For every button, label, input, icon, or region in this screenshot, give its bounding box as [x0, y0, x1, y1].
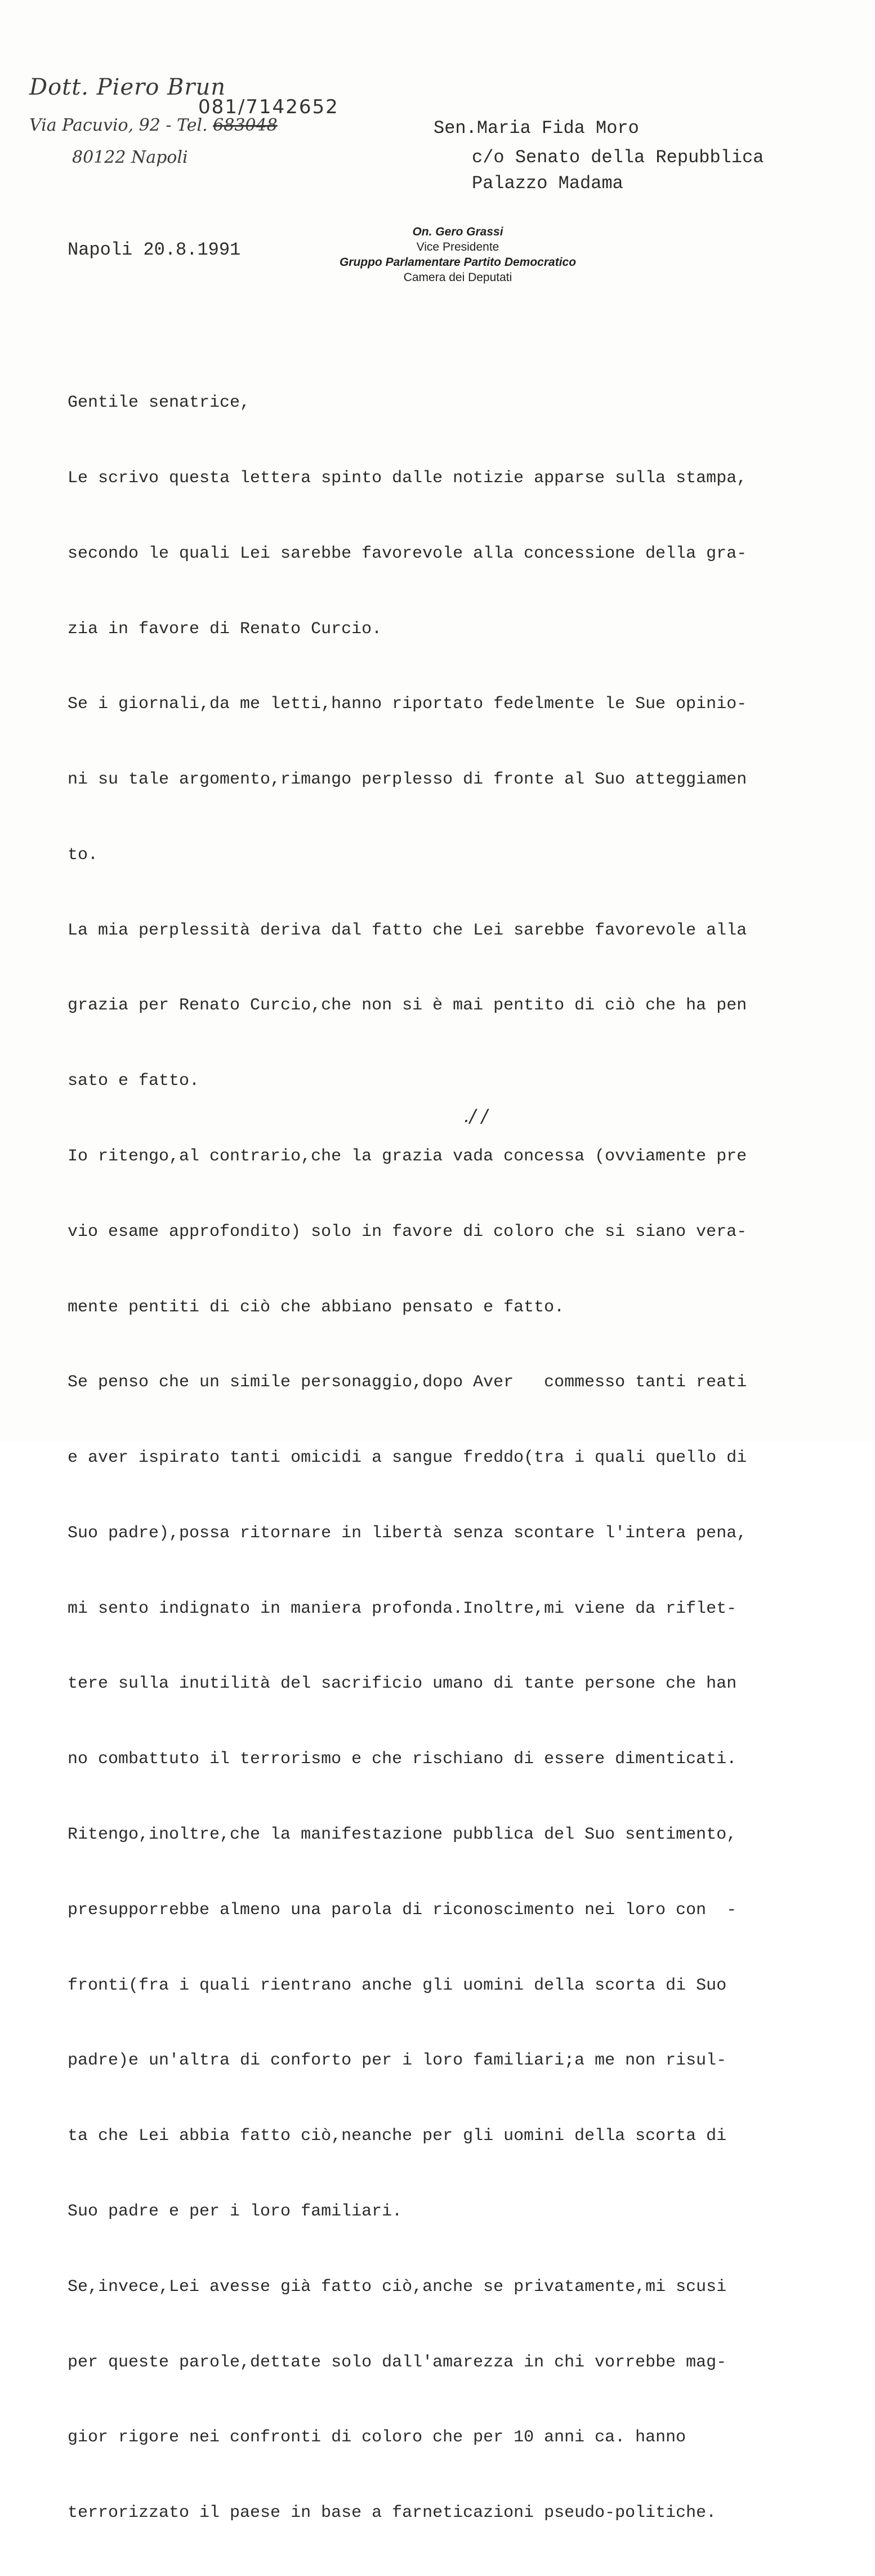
body-line: secondo le quali Lei sarebbe favorevole alla concessione della gra- [68, 544, 747, 563]
letterhead-old-phone: 683048 [213, 115, 278, 135]
letter-body [68, 340, 800, 2576]
body-line: fronti(fra i quali rientrano anche gli uomini della scorta di Suo [68, 1976, 727, 1995]
letterhead-name: Dott. Piero Brun [29, 74, 226, 100]
continuation-mark: ./ / [464, 1105, 488, 1127]
recipient-institution: c/o Senato della Repubblica [472, 147, 764, 168]
body-line: gior rigore nei confronti di coloro che per 10 anni ca. hanno [68, 2428, 686, 2448]
body-line: ni su tale argomento,rimango perplesso di fronte al Suo atteggiamen [68, 770, 747, 790]
body-line: Se penso che un simile personaggio,dopo Aver commesso tanti reati [68, 1373, 747, 1392]
body-line: e aver ispirato tanti omicidi a sangue freddo(tra i quali quello di [68, 1448, 747, 1468]
body-line: La mia perplessità deriva dal fatto che Lei sarebbe favorevole alla [68, 920, 747, 940]
body-line: Se,invece,Lei avesse già fatto ciò,anche se privatamente,mi scusi [68, 2277, 727, 2297]
body-line: Suo padre e per i loro familiari. [68, 2201, 403, 2221]
letter-date: Napoli 20.8.1991 [68, 239, 241, 260]
body-line: Io ritengo,al contrario,che la grazia vada concessa (ovviamente pre [68, 1147, 747, 1166]
body-line: mi sento indignato in maniera profonda.Inoltre,mi viene da riflet- [68, 1599, 737, 1618]
recipient-name: Sen.Maria Fida Moro [434, 118, 639, 139]
body-line: no combattuto il terrorismo e che rischiano di essere dimenticati. [68, 1750, 737, 1769]
body-line: Gentile senatrice, [68, 393, 251, 413]
deputy-stamp [331, 224, 584, 285]
body-line: terrorizzato il paese in base a farneticazioni pseudo-politiche. [68, 2503, 717, 2523]
recipient-building: Palazzo Madama [472, 173, 623, 194]
body-line: tere sulla inutilità del sacrificio umano di tante persone che han [68, 1674, 737, 1694]
body-line: padre)e un'altra di conforto per i loro familiari;a me non risul- [68, 2051, 727, 2071]
body-line: Ritengo,inoltre,che la manifestazione pubblica del Suo sentimento, [68, 1825, 737, 1845]
stamp-group: Gruppo Parlamentare Partito Democratico [339, 256, 577, 269]
body-line: zia in favore di Renato Curcio. [68, 619, 382, 639]
body-line: Suo padre),possa ritornare in libertà senza scontare l'intera pena, [68, 1523, 747, 1543]
body-line: Le scrivo questa lettera spinto dalle notizie apparse sulla stampa, [68, 468, 747, 488]
stamp-role: Vice Presidente [416, 241, 499, 253]
stamp-name: On. Gero Grassi [412, 225, 503, 238]
stamp-chamber: Camera dei Deputati [403, 271, 512, 284]
body-line: presupporrebbe almeno una parola di riconoscimento nei loro con - [68, 1900, 737, 1920]
body-line: sato e fatto. [68, 1071, 200, 1091]
body-line: vio esame approfondito) solo in favore di coloro che si siano vera- [68, 1222, 747, 1242]
body-line: ta che Lei abbia fatto ciò,neanche per gli uomini della scorta di [68, 2126, 727, 2146]
letterhead-address-text: Via Pacuvio, 92 - Tel. [29, 115, 213, 135]
letterhead-address [29, 115, 278, 135]
body-line: grazia per Renato Curcio,che non si è mai pentito di ciò che ha pen [68, 996, 747, 1016]
body-line: to. [68, 845, 99, 865]
letterhead-city: 80122 Napoli [72, 148, 188, 167]
letterhead-phone: 081/7142652 [198, 96, 339, 118]
body-line: mente pentiti di ciò che abbiano pensato e fatto. [68, 1297, 565, 1317]
body-line: per queste parole,dettate solo dall'amarezza in chi vorrebbe mag- [68, 2352, 727, 2372]
body-line: Se i giornali,da me letti,hanno riportato fedelmente le Sue opinio- [68, 695, 747, 714]
